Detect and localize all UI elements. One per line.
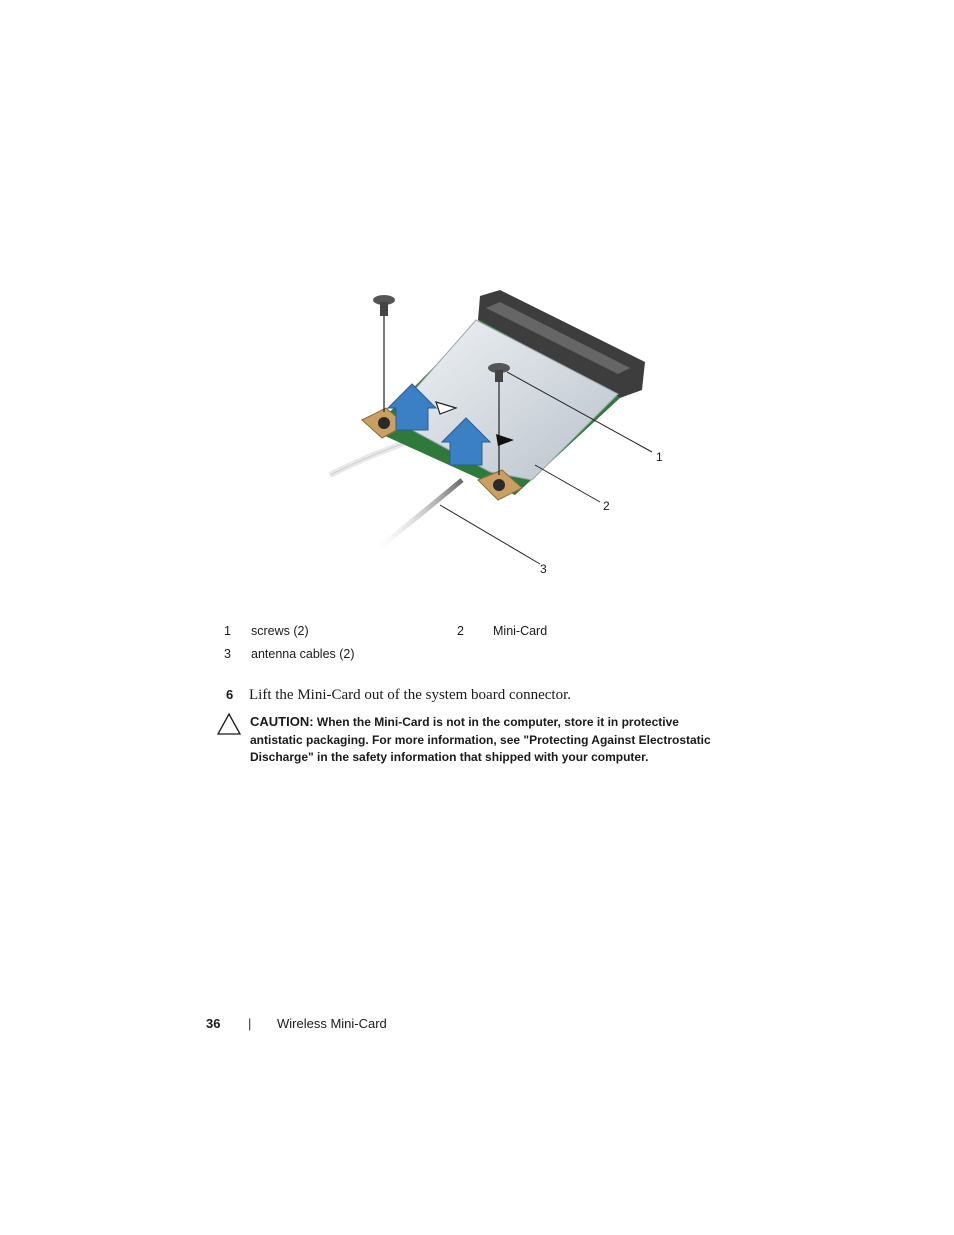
caution-label: CAUTION: [250,714,314,729]
screw-left-icon [373,295,395,412]
caution-body: When the Mini-Card is not in the computer, store it in protective antistatic packaging. For more information, see "Protecting Against Electrostatic Discharge" in the safety information that shipped with your computer. [250,715,711,764]
leader-line-3 [440,505,540,564]
legend-number: 2 [457,624,464,638]
step-text: Lift the Mini-Card out of the system board connector. [249,687,572,703]
legend-number: 1 [224,624,231,638]
leader-line-2 [535,465,600,502]
legend-label: Mini-Card [493,624,548,638]
mini-card-illustration [300,280,680,580]
page-footer [206,1016,387,1031]
callout-3: 3 [540,562,547,576]
antenna-cable-white [330,443,405,475]
callout-2: 2 [603,499,610,513]
footer-separator: | [248,1016,252,1031]
legend-number: 3 [224,647,231,661]
legend-label: antenna cables (2) [251,647,355,661]
antenna-cable-black [370,480,462,555]
caution-triangle-icon [216,712,242,736]
footer-section-title: Wireless Mini-Card [277,1016,387,1031]
caution-text-block [250,713,720,767]
callout-1: 1 [656,450,663,464]
step-number: 6 [226,687,234,702]
legend-label: screws (2) [251,624,309,638]
mini-card-diagram [300,280,680,580]
procedure-step [226,686,571,704]
page-number: 36 [206,1016,221,1031]
